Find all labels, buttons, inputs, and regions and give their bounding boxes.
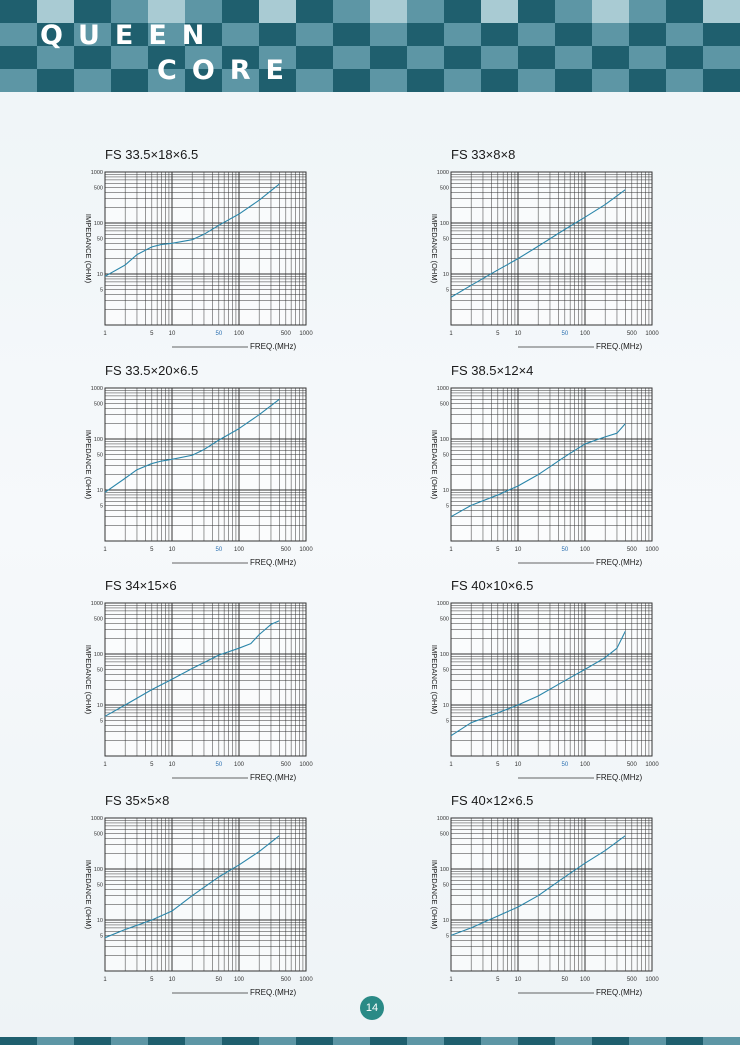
- y-axis-label: IMPEDANCE (OHM): [84, 213, 93, 284]
- x-axis-label: FREQ.(MHz): [596, 558, 643, 567]
- header-tile: [518, 23, 555, 46]
- x-tick-label: 10: [168, 547, 176, 553]
- x-tick-label: 1000: [645, 762, 659, 768]
- impedance-chart: [75, 815, 315, 1000]
- footer-tile: [296, 1037, 333, 1045]
- x-axis-label: FREQ.(MHz): [250, 342, 297, 351]
- x-tick-label: 100: [233, 762, 245, 768]
- impedance-chart: [75, 169, 315, 354]
- y-tick-label: 100: [93, 652, 103, 658]
- footer-tile: [370, 1037, 407, 1045]
- y-tick-label: 500: [93, 185, 103, 192]
- y-tick-label: 50: [442, 882, 449, 889]
- y-axis-label: IMPEDANCE (OHM): [430, 429, 439, 500]
- y-tick-label: 500: [439, 401, 449, 408]
- header-tile: [444, 69, 481, 92]
- header-tile: [0, 0, 37, 23]
- x-tick-label: 5: [496, 977, 500, 983]
- y-tick-label: 10: [96, 703, 103, 709]
- header-tile: [592, 46, 629, 69]
- chart-title: FS 33×8×8: [451, 147, 516, 162]
- header-tile: [0, 46, 37, 69]
- chart-title: FS 38.5×12×4: [451, 363, 534, 378]
- y-tick-label: 5: [99, 718, 103, 725]
- impedance-chart: [75, 600, 315, 785]
- x-tick-label: 10: [168, 331, 176, 337]
- x-tick-label: 1000: [299, 547, 313, 553]
- header-tile: [518, 46, 555, 69]
- header-tile: [370, 69, 407, 92]
- x-tick-label: 5: [150, 762, 154, 768]
- footer-tile: [333, 1037, 370, 1045]
- header-tile: [666, 46, 703, 69]
- header-tile: [333, 0, 370, 23]
- y-tick-label: 50: [96, 667, 103, 674]
- header-tile: [629, 0, 666, 23]
- header-tile: [296, 0, 333, 23]
- header-tile: [703, 69, 740, 92]
- header-tile: [481, 46, 518, 69]
- x-tick-label: 50: [215, 762, 223, 768]
- x-tick-label: 1: [103, 547, 107, 553]
- header-tile: [555, 0, 592, 23]
- x-tick-label: 10: [514, 331, 522, 337]
- header-tile: [333, 46, 370, 69]
- header-tile: [407, 69, 444, 92]
- header-tile: [444, 0, 481, 23]
- x-tick-label: 5: [150, 977, 154, 983]
- chart-title: FS 33.5×20×6.5: [105, 363, 199, 378]
- y-tick-label: 100: [439, 437, 449, 443]
- header-tile: [296, 23, 333, 46]
- header-tile: [703, 23, 740, 46]
- footer-tile: [185, 1037, 222, 1045]
- y-tick-label: 5: [445, 287, 449, 294]
- x-tick-label: 10: [168, 762, 176, 768]
- x-tick-label: 1000: [299, 977, 313, 983]
- x-tick-label: 500: [626, 977, 637, 983]
- x-tick-label: 10: [514, 547, 522, 553]
- x-axis-label: FREQ.(MHz): [596, 773, 643, 782]
- y-tick-label: 10: [442, 703, 449, 709]
- y-tick-label: 100: [93, 221, 103, 227]
- x-tick-label: 50: [561, 762, 569, 768]
- header-tile: [444, 23, 481, 46]
- y-axis-label: IMPEDANCE (OHM): [84, 859, 93, 930]
- x-axis-label: FREQ.(MHz): [250, 988, 297, 997]
- y-tick-label: 10: [96, 272, 103, 278]
- header-tile: [555, 23, 592, 46]
- y-tick-label: 1000: [90, 386, 103, 392]
- footer-tile: [222, 1037, 259, 1045]
- x-axis-label: FREQ.(MHz): [250, 773, 297, 782]
- impedance-chart: [421, 169, 661, 354]
- y-tick-label: 10: [96, 488, 103, 494]
- header-tile: [407, 23, 444, 46]
- page-number-badge: [360, 996, 384, 1020]
- x-tick-label: 500: [626, 547, 637, 553]
- x-tick-label: 1: [103, 331, 107, 337]
- header-tile: [592, 69, 629, 92]
- x-tick-label: 50: [215, 547, 223, 553]
- impedance-chart: [421, 815, 661, 1000]
- impedance-chart: [75, 385, 315, 570]
- plot-area: [105, 603, 306, 756]
- footer-tile: [37, 1037, 74, 1045]
- header-tile: [518, 69, 555, 92]
- plot-area: [451, 603, 652, 756]
- x-axis-label: FREQ.(MHz): [596, 342, 643, 351]
- x-axis-label: FREQ.(MHz): [250, 558, 297, 567]
- footer-tile: [592, 1037, 629, 1045]
- y-tick-label: 1000: [436, 170, 449, 176]
- y-tick-label: 1000: [90, 170, 103, 176]
- footer-tile: [555, 1037, 592, 1045]
- x-tick-label: 50: [561, 547, 569, 553]
- header-tile: [592, 23, 629, 46]
- y-tick-label: 50: [96, 452, 103, 459]
- plot-area: [105, 388, 306, 541]
- footer-tile: [74, 1037, 111, 1045]
- header-tile: [629, 23, 666, 46]
- x-tick-label: 100: [233, 977, 245, 983]
- y-tick-label: 10: [442, 272, 449, 278]
- y-tick-label: 100: [439, 652, 449, 658]
- y-tick-label: 50: [442, 452, 449, 459]
- x-axis-label: FREQ.(MHz): [596, 988, 643, 997]
- footer-tile: [703, 1037, 740, 1045]
- y-tick-label: 1000: [90, 601, 103, 607]
- x-tick-label: 1000: [299, 331, 313, 337]
- x-tick-label: 100: [579, 547, 591, 553]
- header-tile-light: [592, 0, 629, 23]
- x-tick-label: 100: [233, 547, 245, 553]
- x-tick-label: 10: [514, 977, 522, 983]
- x-tick-label: 5: [150, 331, 154, 337]
- chart-title: FS 40×10×6.5: [451, 578, 534, 593]
- y-axis-label: IMPEDANCE (OHM): [430, 213, 439, 284]
- y-tick-label: 5: [99, 503, 103, 510]
- plot-area: [451, 818, 652, 971]
- header-tile: [0, 23, 37, 46]
- header-tile: [407, 0, 444, 23]
- y-tick-label: 5: [445, 503, 449, 510]
- y-tick-label: 1000: [436, 386, 449, 392]
- y-tick-label: 1000: [436, 601, 449, 607]
- x-tick-label: 5: [150, 547, 154, 553]
- y-tick-label: 50: [442, 667, 449, 674]
- x-tick-label: 1000: [645, 331, 659, 337]
- y-tick-label: 100: [93, 437, 103, 443]
- header-tile: [333, 23, 370, 46]
- y-tick-label: 100: [93, 867, 103, 873]
- header-tile: [518, 0, 555, 23]
- header-tile: [703, 46, 740, 69]
- header-tile: [555, 46, 592, 69]
- y-axis-label: IMPEDANCE (OHM): [430, 644, 439, 715]
- header-tile: [444, 46, 481, 69]
- header-tile: [259, 23, 296, 46]
- y-axis-label: IMPEDANCE (OHM): [430, 859, 439, 930]
- x-tick-label: 50: [561, 331, 569, 337]
- y-tick-label: 500: [93, 831, 103, 838]
- brand-title-line2: CORE: [157, 55, 300, 86]
- x-tick-label: 100: [579, 977, 591, 983]
- y-tick-label: 50: [96, 236, 103, 243]
- x-tick-label: 1000: [645, 547, 659, 553]
- x-tick-label: 100: [579, 762, 591, 768]
- y-axis-label: IMPEDANCE (OHM): [84, 429, 93, 500]
- header-tile: [296, 69, 333, 92]
- x-tick-label: 5: [496, 762, 500, 768]
- x-tick-label: 5: [496, 547, 500, 553]
- header-tile-light: [703, 0, 740, 23]
- chart-title: FS 35×5×8: [105, 793, 170, 808]
- y-tick-label: 50: [96, 882, 103, 889]
- y-tick-label: 100: [439, 867, 449, 873]
- chart-title: FS 40×12×6.5: [451, 793, 534, 808]
- header-tile: [666, 23, 703, 46]
- header-tile: [370, 46, 407, 69]
- y-axis-label: IMPEDANCE (OHM): [84, 644, 93, 715]
- footer-tile: [0, 1037, 37, 1045]
- y-tick-label: 5: [99, 933, 103, 940]
- y-tick-label: 100: [439, 221, 449, 227]
- header-tile: [296, 46, 333, 69]
- y-tick-label: 5: [99, 287, 103, 294]
- header-tile: [222, 0, 259, 23]
- header-tile-light: [259, 0, 296, 23]
- footer-checker: [0, 1037, 740, 1045]
- y-tick-label: 1000: [90, 816, 103, 822]
- header-tile: [370, 23, 407, 46]
- header-tile: [74, 69, 111, 92]
- y-tick-label: 500: [439, 185, 449, 192]
- x-tick-label: 1: [103, 762, 107, 768]
- x-tick-label: 1: [449, 331, 453, 337]
- header-tile-light: [481, 0, 518, 23]
- y-tick-label: 10: [442, 918, 449, 924]
- footer-tile: [629, 1037, 666, 1045]
- header-banner: [0, 0, 740, 92]
- header-tile: [481, 69, 518, 92]
- page-number: 14: [365, 1002, 379, 1014]
- footer-tile: [259, 1037, 296, 1045]
- header-tile: [629, 46, 666, 69]
- x-tick-label: 1000: [645, 977, 659, 983]
- header-tile: [666, 69, 703, 92]
- x-tick-label: 500: [280, 331, 291, 337]
- y-tick-label: 10: [442, 488, 449, 494]
- y-tick-label: 10: [96, 918, 103, 924]
- x-tick-label: 500: [626, 762, 637, 768]
- x-tick-label: 100: [233, 331, 245, 337]
- chart-title: FS 33.5×18×6.5: [105, 147, 199, 162]
- y-tick-label: 500: [93, 616, 103, 623]
- impedance-chart: [421, 385, 661, 570]
- header-tile: [666, 0, 703, 23]
- x-tick-label: 50: [215, 977, 223, 983]
- x-tick-label: 1: [449, 547, 453, 553]
- footer-tile: [111, 1037, 148, 1045]
- footer-band: [0, 1037, 740, 1045]
- header-tile: [629, 69, 666, 92]
- x-tick-label: 500: [626, 331, 637, 337]
- x-tick-label: 1: [103, 977, 107, 983]
- footer-tile: [444, 1037, 481, 1045]
- plot-area: [105, 818, 306, 971]
- impedance-chart: [421, 600, 661, 785]
- y-tick-label: 500: [439, 831, 449, 838]
- y-tick-label: 500: [439, 616, 449, 623]
- header-tile: [0, 69, 37, 92]
- footer-tile: [666, 1037, 703, 1045]
- x-tick-label: 1: [449, 762, 453, 768]
- plot-area: [451, 388, 652, 541]
- x-tick-label: 50: [561, 977, 569, 983]
- header-tile-light: [370, 0, 407, 23]
- y-tick-label: 500: [93, 401, 103, 408]
- brand-title-line1: QUEEN: [40, 20, 220, 51]
- x-tick-label: 100: [579, 331, 591, 337]
- x-tick-label: 500: [280, 762, 291, 768]
- y-tick-label: 5: [445, 933, 449, 940]
- footer-tile: [518, 1037, 555, 1045]
- footer-tile: [148, 1037, 185, 1045]
- x-tick-label: 5: [496, 331, 500, 337]
- header-tile: [407, 46, 444, 69]
- x-tick-label: 1: [449, 977, 453, 983]
- x-tick-label: 10: [514, 762, 522, 768]
- y-tick-label: 1000: [436, 816, 449, 822]
- x-tick-label: 500: [280, 977, 291, 983]
- header-tile: [481, 23, 518, 46]
- y-tick-label: 50: [442, 236, 449, 243]
- x-tick-label: 50: [215, 331, 223, 337]
- plot-area: [451, 172, 652, 325]
- footer-tile: [481, 1037, 518, 1045]
- x-tick-label: 10: [168, 977, 176, 983]
- header-tile: [222, 23, 259, 46]
- footer-tile: [407, 1037, 444, 1045]
- plot-area: [105, 172, 306, 325]
- chart-title: FS 34×15×6: [105, 578, 177, 593]
- header-tile: [333, 69, 370, 92]
- header-tile: [555, 69, 592, 92]
- header-tile: [111, 69, 148, 92]
- header-tile: [37, 69, 74, 92]
- x-tick-label: 500: [280, 547, 291, 553]
- x-tick-label: 1000: [299, 762, 313, 768]
- y-tick-label: 5: [445, 718, 449, 725]
